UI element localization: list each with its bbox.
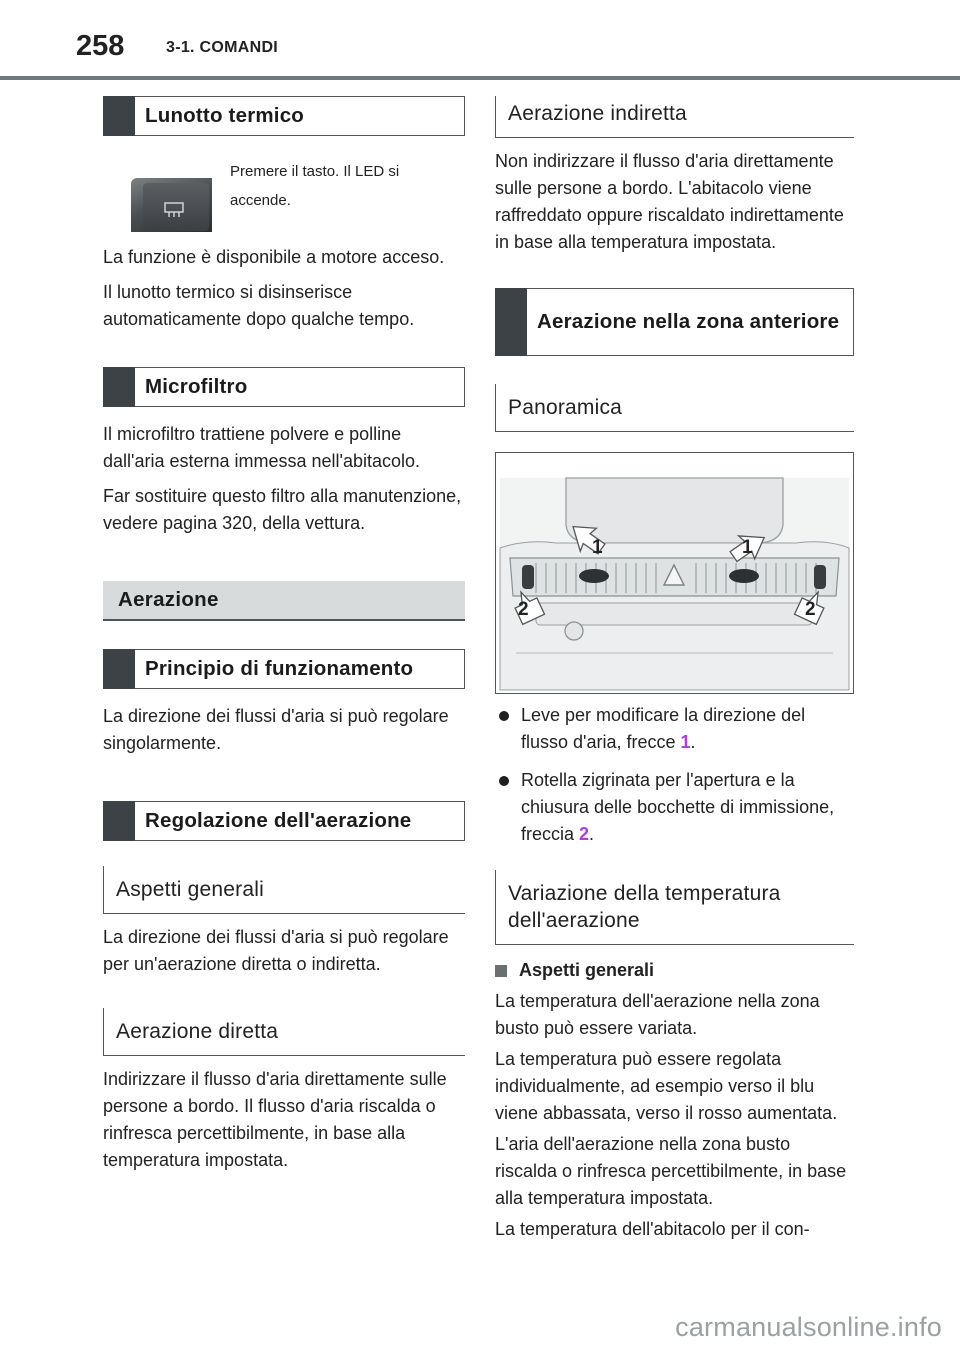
right-column [495, 96, 854, 1243]
subheading-aspetti-generali: Aspetti generali [495, 957, 854, 984]
dashboard-vents-figure [495, 452, 854, 694]
paragraph: Il lunotto termico si disinserisce automaticamente dopo qualche tempo. [103, 282, 415, 329]
paragraph: Il microfiltro trattiene polvere e polline dall'aria esterna immessa nell'abitacolo. [103, 424, 421, 471]
section-title: 3-1. COMANDI [166, 39, 279, 56]
rear-defrost-icon [164, 202, 184, 218]
callout-label: 2 [518, 599, 529, 620]
rear-defrost-tip [103, 154, 465, 232]
paragraph: L'aria dell'aerazione nella zona busto riscalda o rinfresca percettibilmente, in base alla temperatura impostata. [495, 1134, 847, 1208]
dashboard-illustration [496, 453, 853, 693]
rear-defrost-button-image [131, 178, 212, 232]
paragraph: Far sostituire questo filtro alla manutenzione, vedere pagina 320, della vettura. [103, 486, 462, 533]
left-column [103, 96, 465, 1174]
paragraph: Non indirizzare il flusso d'aria direttamente sulle persone a bordo. L'abitacolo viene raffreddato oppure riscaldato indirettamente in base alla temperatura impostata. [495, 151, 844, 252]
callout-label: 1 [592, 537, 603, 558]
tip-line-2: accende. [230, 192, 291, 209]
paragraph: Indirizzare il flusso d'aria direttamente sulle persone a bordo. Il flusso d'aria riscalda o rinfresca percettibilmente, in base alla temperatura impostata. [103, 1069, 447, 1170]
paragraph: La direzione dei flussi d'aria si può regolare singolarmente. [103, 706, 449, 753]
list-item: Leve per modificare la direzione del flusso d'aria, frecce 1. [495, 702, 854, 756]
heading-aerazione-anteriore: Aerazione nella zona anteriore [495, 288, 854, 356]
watermark: carmanualsonline.info [675, 1312, 942, 1342]
callout-label: 1 [742, 537, 753, 558]
paragraph: La temperatura dell'abitacolo per il con- [495, 1219, 810, 1239]
paragraph: La temperatura può essere regolata individualmente, ad esempio verso il blu viene abbassata, verso il rosso aumentata. [495, 1049, 838, 1123]
heading-lunotto-termico: Lunotto termico [103, 96, 465, 136]
heading-aspetti-generali: Aspetti generali [103, 866, 465, 914]
callout-label: 2 [805, 599, 816, 620]
heading-principio: Principio di funzionamento [103, 649, 465, 689]
vent-controls-list [495, 702, 854, 848]
callout-ref-2: 2 [579, 824, 590, 844]
paragraph: La direzione dei flussi d'aria si può regolare per un'aerazione diretta o indiretta. [103, 927, 449, 974]
heading-aerazione: Aerazione [103, 581, 465, 621]
page-header [0, 0, 960, 80]
page-number: 258 [76, 30, 125, 62]
tip-line-1: Premere il tasto. Il LED si [230, 163, 400, 180]
heading-aerazione-diretta: Aerazione diretta [103, 1008, 465, 1056]
heading-panoramica: Panoramica [495, 384, 854, 432]
heading-microfiltro: Microfiltro [103, 367, 465, 407]
paragraph: La temperatura dell'aerazione nella zona busto può essere variata. [495, 991, 820, 1038]
heading-aerazione-indiretta: Aerazione indiretta [495, 96, 854, 138]
paragraph: La funzione è disponibile a motore acceso. [103, 247, 445, 267]
callout-ref-1: 1 [680, 732, 691, 752]
header-rule [0, 76, 960, 80]
heading-regolazione: Regolazione dell'aerazione [103, 801, 465, 841]
square-bullet-icon [495, 965, 507, 977]
list-item: Rotella zigrinata per l'apertura e la chiusura delle bocchette di immissione, freccia 2. [495, 767, 854, 848]
heading-variazione-temperatura: Variazione della temperatura dell'aerazione [495, 870, 854, 945]
